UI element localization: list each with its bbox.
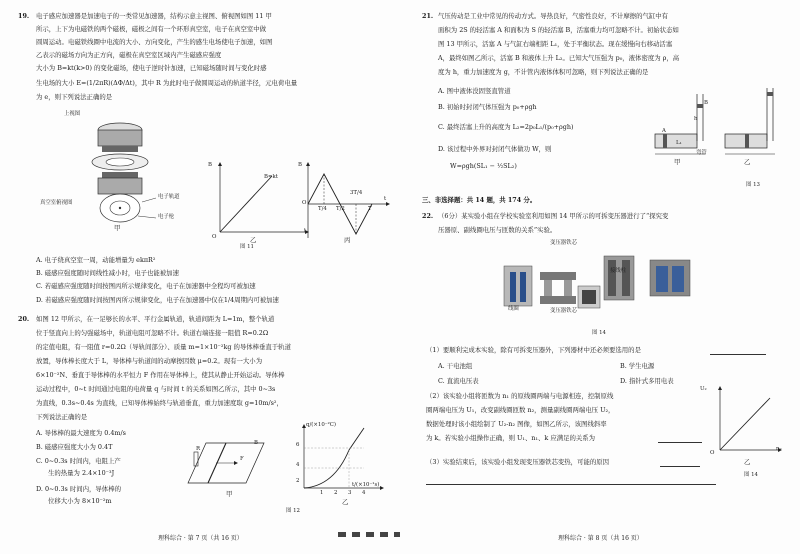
fig11-label-jia: 甲 xyxy=(114,224,121,232)
fig14-label-core: 变压器铁芯 xyxy=(550,240,577,246)
fig14-graph-origin: O xyxy=(710,450,715,456)
fig11-yi-axis-B: B xyxy=(208,162,212,168)
fig14-graph-axis-n: n₂ xyxy=(776,446,782,452)
fig11-top-view-label: 上视图 xyxy=(64,111,81,117)
q20-line: 6×10⁻²N、垂直于导体棒的水平恒力 F 作用在导体棒上，使其从静止开始运动。导体棒 xyxy=(36,371,285,379)
fig11-side-view-label: 真空室俯视图 xyxy=(40,200,73,206)
q19-option-d[interactable]: D. 若磁感应强度随时间按图丙所示规律变化，电子在加速器中仅在1/4周期内可被加速 xyxy=(36,296,279,304)
q22-sub2-answer-blank[interactable] xyxy=(658,442,702,443)
q21-option-b[interactable]: B. 初始时封闭气体压强为 p₀+ρgh xyxy=(438,103,537,111)
q22-sub2-line: 数据处理时该小组绘制了 U₂-n₂ 图像，如图乙所示，该图线斜率 xyxy=(426,420,607,428)
q21-option-d[interactable]: D. 该过程中外界对封闭气体做功 W，则 xyxy=(438,145,552,153)
q20-number: 20. xyxy=(18,315,30,323)
fig12-t-tick: 3 xyxy=(348,490,352,496)
q21-line: 面积为 2S 的轻活塞 A 和面积为 S 的轻活塞 B，活塞重力均可忽略不计。初始状态如 xyxy=(438,26,679,34)
fig14-graph-caption: 图 14 xyxy=(744,472,758,478)
fig14-label-core2: 变压器铁芯 xyxy=(550,308,577,314)
fig13-label-jia: 甲 xyxy=(674,158,681,166)
fig12-label-B: B xyxy=(254,440,258,446)
fig12-t-tick: 1 xyxy=(320,490,324,496)
fig14-graph-axis-U: U₂ xyxy=(700,386,707,392)
fig12-label-F: F xyxy=(240,456,244,462)
q22-sub3-answer-blank[interactable] xyxy=(660,466,700,467)
q20-option-c-cont: 生的热量为 2.4×10⁻³J xyxy=(48,469,115,477)
q22-number: 22. xyxy=(422,212,434,220)
fig11-bing-tick: T/2 xyxy=(336,206,345,212)
fig14-label-coil: 线圈 xyxy=(508,306,519,312)
q22-sub1-option-a[interactable]: A. 干电池组 xyxy=(438,362,473,370)
fig11-electromagnet-drawing xyxy=(80,118,200,238)
q20-line: 放置，导体棒长度大于 L，导体棒与轨道间的动摩擦因数 μ=0.2。现有一大小为 xyxy=(36,357,263,365)
q21-option-c[interactable]: C. 最终活塞上升的高度为 L₂=2p₀L₁/(p₀+ρgh) xyxy=(438,123,574,131)
q22-line: 压器原、副线圈电压与匝数的关系”实验。 xyxy=(438,226,557,234)
q22-sub1-option-b[interactable]: B. 学生电源 xyxy=(620,362,655,370)
fig13-label-L1: L₁ xyxy=(676,140,682,146)
q22-sub3: （3）实验结束后，该实验小组发现变压器铁芯变热，可能的原因 xyxy=(426,458,610,466)
q20-option-a[interactable]: A. 导体棒的最大速度为 0.4m/s xyxy=(36,429,126,437)
q19-option-a[interactable]: A. 电子绕真空室一周，动能增量为 ekπR² xyxy=(36,256,156,264)
q21-option-a[interactable]: A. 图中液体没固竖直管道 xyxy=(438,87,511,95)
fig13-cylinders-drawing xyxy=(645,84,785,174)
q19-line: 所示，上下为电磁铁的两个磁极，磁极之间有一个环形真空室，电子在真空室中做 xyxy=(36,25,267,33)
fig14-graph-yi xyxy=(712,386,782,456)
fig12-q-tick: 4 xyxy=(296,462,300,468)
q22-sub2-line: 为 k。若实验小组操作正确，则 U₁、n₁、k 应满足的关系为 xyxy=(426,434,596,442)
fig13-caption: 图 13 xyxy=(746,182,760,188)
left-page-footer: 理科综合 · 第 7 页（共 16 页） xyxy=(158,535,243,542)
fig13-label-A: A xyxy=(662,128,666,134)
q19-line: 圆周运动。电磁铁线圈中电流的大小、方向变化，产生的感生电场使电子加速，如图 xyxy=(36,38,273,46)
fig12-label-R: R xyxy=(196,446,201,452)
fig12-axis-q: q/(×10⁻²C) xyxy=(306,422,336,428)
q22-sub1-option-d[interactable]: D. 指针式多用电表 xyxy=(620,377,674,385)
fig11-yi-origin: O xyxy=(212,234,217,240)
q19-option-c[interactable]: C. 若磁感应强度随时间按图丙所示规律变化，电子在加速器中全程均可被加速 xyxy=(36,282,256,290)
section-heading: 三、非选择题：共 14 题，共 174 分。 xyxy=(422,196,537,204)
q21-number: 21. xyxy=(422,12,434,20)
q20-line: 下列说法正确的是 xyxy=(36,413,88,421)
right-page-footer: 理科综合 · 第 8 页（共 16 页） xyxy=(558,535,643,542)
q22-sub1-answer-blank[interactable] xyxy=(710,354,766,355)
q19-line: 为 e，则下列说法正确的是 xyxy=(36,93,113,101)
fig12-q-tick: 2 xyxy=(296,478,300,484)
q22-sub2-line: （2）该实验小组将匝数为 n₁ 的原线圈两端与电源相连，控制原线 xyxy=(426,392,614,400)
fig11-label-bing: 丙 xyxy=(344,236,351,244)
q19-option-b[interactable]: B. 磁感应强度随时间线性减小时，电子也能被加速 xyxy=(36,269,179,277)
fig11-gun-label: 电子枪 xyxy=(158,214,175,220)
fig11-bing-tick: 3T/4 xyxy=(350,190,363,196)
fig11-yi-axis-t: t xyxy=(304,228,307,234)
fig11-bing-origin: O xyxy=(302,200,307,206)
q20-line: 位于竖直向上的匀强磁场中，轨道电阻可忽略不计。轨道右端连接一阻值 R=0.2Ω xyxy=(36,329,269,337)
fig12-t-tick: 4 xyxy=(362,490,366,496)
q19-line: 生电场的大小 E=(1/2πR)(ΔΦ/Δt)，其中 R 为此时电子做圆周运动的轨道半径，元电荷电量 xyxy=(36,79,298,87)
fig14-graph-label: 乙 xyxy=(744,458,751,466)
q21-line: 气压传动是工业中常见的传动方式。导热良好，气密性良好，不计摩擦的气缸中有 xyxy=(438,12,669,20)
q20-line: 运动过程中，0~t 时间通过电阻的电荷量 q 与时间 t 的关系如图乙所示，其中 0~3s xyxy=(36,385,276,393)
fig11-graph-bing xyxy=(300,162,390,242)
fig12-t-tick: 2 xyxy=(334,490,338,496)
fig11-caption: 图 11 xyxy=(240,244,254,250)
fig11-bing-axis-t: t xyxy=(384,196,387,202)
fig12-label-jia: 甲 xyxy=(226,490,233,498)
q20-option-d[interactable]: D. 0~0.3s 时间内，导体棒的 xyxy=(36,485,121,493)
fig11-bing-tick: T/4 xyxy=(318,206,327,212)
q19-line: 大小为 B=kt(k>0) 的变化磁场，使电子逆时针加速，已知磁场随时间与变化时感 xyxy=(36,64,267,72)
q20-line: 为直线，0.3s~0.4s 为直线，已知导体棒始终与轨道垂直，重力加速度取 g=10m/s²， xyxy=(36,399,283,407)
q20-option-b[interactable]: B. 磁感应强度大小为 0.4T xyxy=(36,443,113,451)
fig11-track-label: 电子轨道 xyxy=(158,194,180,200)
q19-line: 电子感应加速器是加速电子的一类常见加速器，结构示意主视图、俯视图如图 11 甲 xyxy=(36,12,272,20)
q21-option-d-formula: W=ρgh(SL₁ − ½SL₂) xyxy=(450,162,517,170)
fig14-label-terminal: 接线柱 xyxy=(610,268,627,274)
q20-line: 的定值电阻，有一阻值 r=0.2Ω（导轨间部分）、质量 m=1×10⁻²kg 的导体棒垂直于轨道 xyxy=(36,343,291,351)
fig11-graph-yi xyxy=(210,162,310,242)
fig11-bing-tick: T xyxy=(368,206,372,212)
q22-sub1: （1）要顺利完成本实验，除有可拆变压器外，下列器材中还必须要选用的是 xyxy=(426,346,641,354)
q19-number: 19. xyxy=(18,12,30,20)
fig11-yi-formula: B=kt xyxy=(264,174,278,180)
q22-sub1-option-c[interactable]: C. 直流电压表 xyxy=(438,377,479,385)
fig12-q-tick: 6 xyxy=(296,442,300,448)
q22-line: （6分）某实验小组在学校实验室利用如图 14 甲所示的可拆变压器进行了“探究变 xyxy=(438,212,669,220)
q19-line: 乙表示的磁场方向为正方向，磁极在真空室区域内产生磁感应强度 xyxy=(36,51,222,59)
fig12-caption: 图 12 xyxy=(286,508,300,514)
fig13-label-B: B xyxy=(704,100,708,106)
q20-option-d-cont: 位移大小为 8×10⁻²m xyxy=(48,497,112,505)
q22-sub2-line: 圈两端电压为 U₁，改变副线圈匝数 n₂，测量副线圈两端电压 U₂， xyxy=(426,406,615,414)
fig13-label-pipe: 弯管 xyxy=(696,150,707,156)
q22-sub3-answer-line[interactable] xyxy=(426,484,716,485)
fig11-label-yi: 乙 xyxy=(250,236,257,244)
fig13-label-h: h xyxy=(694,116,698,122)
fig13-label-yi: 乙 xyxy=(744,158,751,166)
right-page xyxy=(400,0,800,554)
q21-line: 度为 h，重力加速度为 g，不计管内液体体积可忽略，则下列说法正确的是 xyxy=(438,68,649,76)
fig14-caption: 图 14 xyxy=(592,330,606,336)
fig12-axis-t: t/(×10⁻¹s) xyxy=(352,482,380,488)
fig14-transformer-photo xyxy=(500,246,700,336)
q21-line: A，最终如图乙所示，活塞 B 和液体上升 L₂。已知大气压强为 p₀，液体密度为 ρ，高 xyxy=(438,54,680,62)
q20-line: 如图 12 甲所示，在一足够长的水平、平行金属轨道，轨道间距为 L=1m，整个轨道 xyxy=(36,315,275,323)
fig11-bing-axis-B: B xyxy=(298,162,302,168)
fig12-label-yi: 乙 xyxy=(342,498,349,506)
q20-option-c[interactable]: C. 0~0.3s 时间内，电阻上产 xyxy=(36,457,121,465)
q21-line: 图 13 甲所示，活塞 A 与气缸右端相距 L₁，处于平衡状态。现在缓慢向右移动活塞 xyxy=(438,40,673,48)
